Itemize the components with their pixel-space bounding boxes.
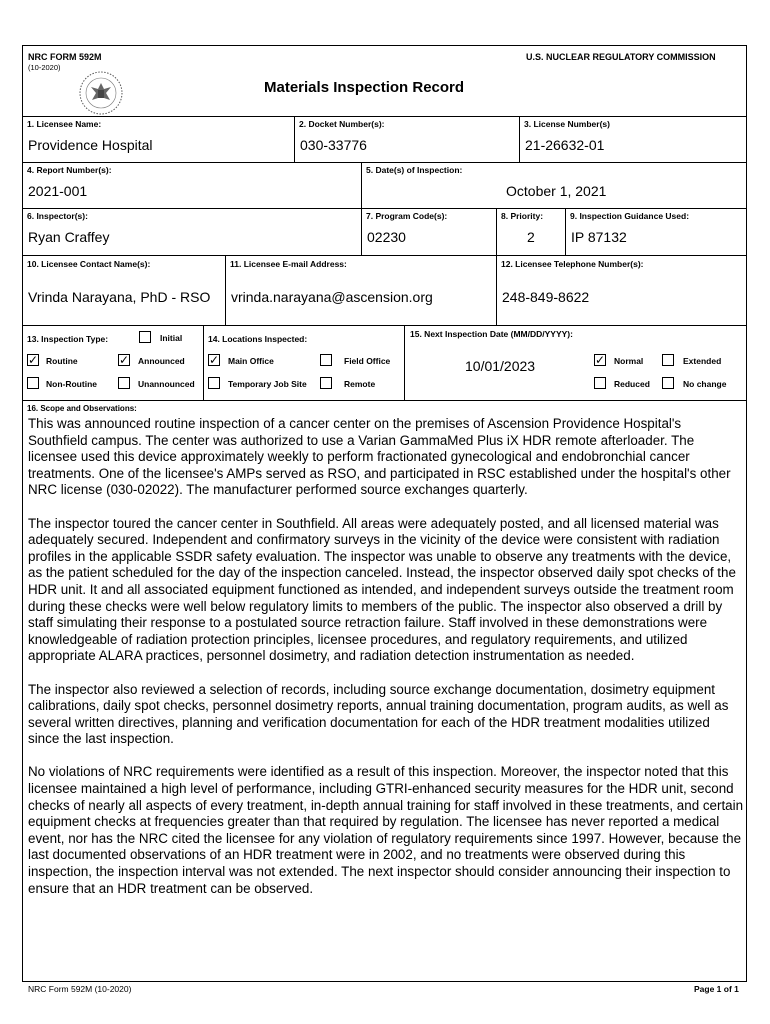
divider — [565, 208, 566, 255]
form-number: NRC FORM 592M — [28, 52, 102, 62]
field-office-label: Field Office — [344, 356, 391, 366]
divider — [22, 116, 747, 117]
divider — [203, 325, 204, 400]
email-label: 11. Licensee E-mail Address: — [230, 259, 347, 269]
nrc-seal-icon — [78, 70, 124, 116]
observations-label: 16. Scope and Observations: — [27, 404, 137, 413]
field-office-checkbox[interactable] — [320, 354, 332, 366]
license-number-field[interactable]: 21-26632-01 — [525, 137, 605, 153]
divider — [519, 116, 520, 162]
phone-label: 12. Licensee Telephone Number(s): — [501, 259, 644, 269]
program-code-field[interactable]: 02230 — [367, 229, 406, 245]
observation-paragraph: This was announced routine inspection of a cancer center on the premises of Ascension Providence Hospital's Southfield campus. The center was authorized to use a Varian GammaMed Plus iX HDR remote afterloader. The licensee used this device approximately weekly to perform fractionated gynecological and endobronchial cancer treatments. One of the licensee's AMPs served as RSO, and participated in RSC established under the hospital's other NRC license (030-02022). The manufacturer performed source exchanges quarterly. — [28, 416, 731, 498]
divider — [404, 325, 405, 400]
next-inspection-label: 15. Next Inspection Date (MM/DD/YYYY): — [410, 329, 573, 339]
docket-number-field[interactable]: 030-33776 — [300, 137, 367, 153]
no-change-label: No change — [683, 379, 727, 389]
remote-label: Remote — [344, 379, 376, 389]
temporary-job-site-checkbox[interactable] — [208, 377, 220, 389]
main-office-checkbox[interactable]: ✓ — [209, 353, 220, 367]
agency-name: U.S. NUCLEAR REGULATORY COMMISSION — [526, 52, 716, 62]
inspection-type-label: 13. Inspection Type: — [27, 334, 109, 344]
extended-label: Extended — [683, 356, 722, 366]
divider — [22, 208, 747, 209]
extended-checkbox[interactable] — [662, 354, 674, 366]
licensee-name-label: 1. Licensee Name: — [27, 119, 102, 129]
observation-paragraph: The inspector also reviewed a selection of records, including source exchange documentation, dosimetry equipment calibrations, daily spot checks, personnel dosimetry reports, annual training documentation, program audits, as well as several written directives, planning and verification documentation for each of the HDR treatment modalities utilized since the last inspection. — [28, 681, 729, 747]
guidance-field[interactable]: IP 87132 — [571, 229, 627, 245]
inspector-field[interactable]: Ryan Craffey — [28, 229, 110, 245]
phone-field[interactable]: 248-849-8622 — [502, 289, 590, 305]
no-change-checkbox[interactable] — [662, 377, 674, 389]
priority-label: 8. Priority: — [501, 211, 544, 221]
contact-name-label: 10. Licensee Contact Name(s): — [27, 259, 151, 269]
initial-checkbox[interactable] — [139, 331, 151, 343]
unannounced-label: Unannounced — [138, 379, 195, 389]
divider — [225, 255, 226, 325]
normal-checkbox[interactable]: ✓ — [595, 353, 606, 367]
initial-label: Initial — [160, 333, 183, 343]
divider — [294, 116, 295, 162]
footer-form-id: NRC Form 592M (10-2020) — [28, 984, 132, 994]
license-number-label: 3. License Number(s) — [524, 119, 610, 129]
routine-label: Routine — [46, 356, 78, 366]
announced-checkbox[interactable]: ✓ — [119, 353, 130, 367]
guidance-label: 9. Inspection Guidance Used: — [570, 211, 690, 221]
form-title: Materials Inspection Record — [264, 79, 465, 96]
observation-paragraph: The inspector toured the cancer center in Southfield. All areas were adequately posted, and all licensed material was adequately secured. Independent and confirmatory surveys in the vicinity of the device were consistent with radiation profiles in the applicable SSDR safety evaluation. The inspector was unable to observe any treatments with the device, as the patient scheduled for the day of the inspection canceled. Instead, the inspector observed daily spot checks of the HDR unit. It and all associated equipment functioned as intended, and independent surveys outside the treatment room during these checks were well below regulatory limits to members of the public. The inspector also observed a drill by staff simulating their response to a postulated source retraction failure. Staff involved in these demonstrations were knowledgeable of radiation protection principles, licensee procedures, and regulatory requirements, and utilized appropriate ALARA practices, personnel dosimetry, and radiation detection instrumentation as needed. — [28, 515, 736, 664]
non-routine-checkbox[interactable] — [27, 377, 39, 389]
reduced-label: Reduced — [614, 379, 650, 389]
locations-label: 14. Locations Inspected: — [208, 334, 308, 344]
reduced-checkbox[interactable] — [594, 377, 606, 389]
email-field[interactable]: vrinda.narayana@ascension.org — [231, 289, 433, 305]
non-routine-label: Non-Routine — [46, 379, 97, 389]
inspection-date-label: 5. Date(s) of Inspection: — [366, 165, 463, 175]
inspector-label: 6. Inspector(s): — [27, 211, 88, 221]
routine-checkbox[interactable]: ✓ — [28, 353, 39, 367]
program-code-label: 7. Program Code(s): — [366, 211, 448, 221]
observations-text[interactable] — [28, 416, 744, 914]
divider — [496, 208, 497, 255]
inspection-date-field[interactable]: October 1, 2021 — [506, 183, 607, 199]
divider — [361, 162, 362, 255]
remote-checkbox[interactable] — [320, 377, 332, 389]
contact-name-field[interactable]: Vrinda Narayana, PhD - RSO — [28, 289, 211, 305]
divider — [22, 325, 747, 326]
divider — [22, 162, 747, 163]
page-number: Page 1 of 1 — [694, 984, 739, 994]
divider — [22, 400, 747, 401]
divider — [496, 255, 497, 325]
observation-paragraph: No violations of NRC requirements were identified as a result of this inspection. Moreover, the inspector noted that this licensee maintained a high level of performance, including GTRI-enhanced security measures for the HDR unit, second checks of nearly all aspects of every treatment, in-depth annual training for staff involved in these treatments, and certain equipment checks at frequencies greater than that required by regulation. The licensee has never reported a medical event, nor has the NRC cited the licensee for any violation of regulatory requirements since 1997. However, because the last documented observations of an HDR treatment were in 2002, and no treatments were observed during this inspection, the inspection interval was not extended. The next inspector should consider announcing their inspection to ensure that an HDR treatment can be observed. — [28, 764, 744, 896]
report-number-field[interactable]: 2021-001 — [28, 183, 88, 199]
form-date: (10-2020) — [28, 63, 61, 72]
announced-label: Announced — [138, 356, 185, 366]
temporary-job-site-label: Temporary Job Site — [228, 379, 307, 389]
licensee-name-field[interactable]: Providence Hospital — [28, 137, 153, 153]
priority-field[interactable]: 2 — [527, 229, 535, 245]
normal-label: Normal — [614, 356, 644, 366]
next-inspection-date-field[interactable]: 10/01/2023 — [465, 358, 536, 374]
divider — [22, 255, 747, 256]
report-number-label: 4. Report Number(s): — [27, 165, 112, 175]
docket-number-label: 2. Docket Number(s): — [299, 119, 385, 129]
main-office-label: Main Office — [228, 356, 274, 366]
unannounced-checkbox[interactable] — [118, 377, 130, 389]
